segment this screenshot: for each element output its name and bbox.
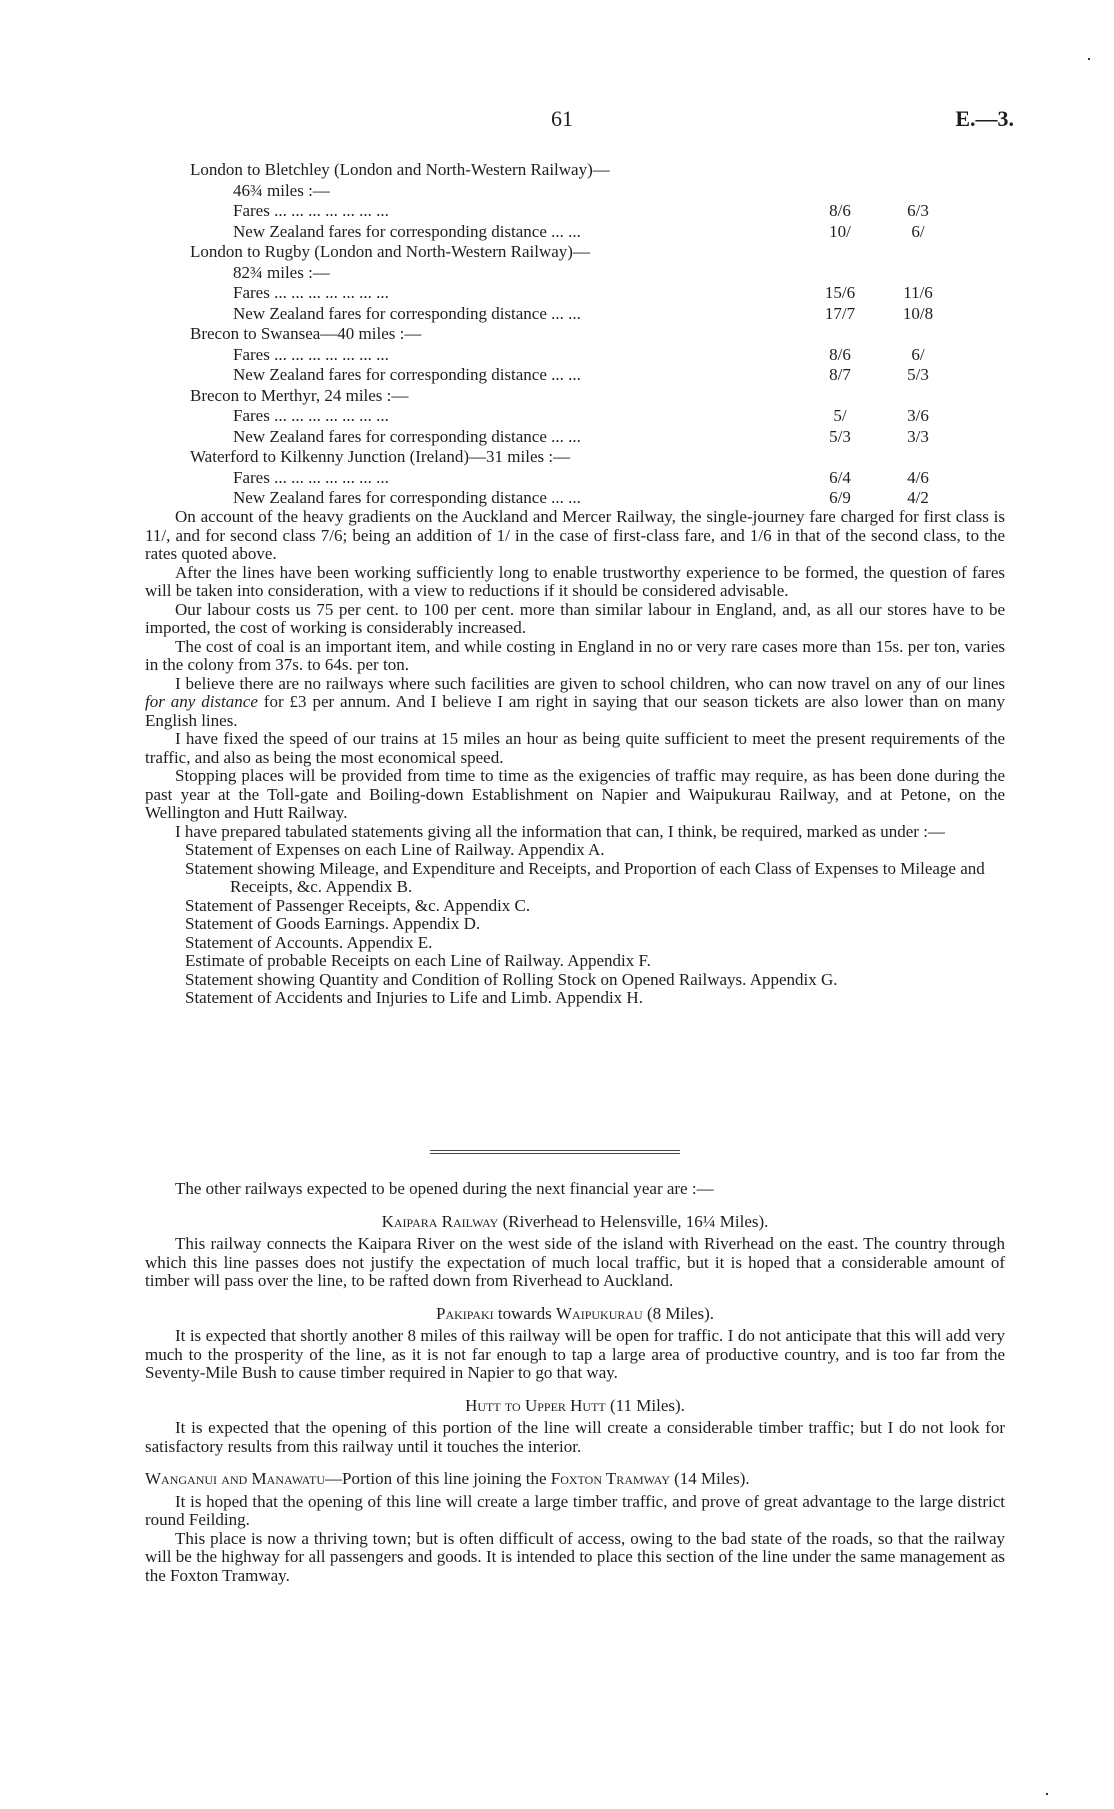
section-heading-kaipara xyxy=(145,1213,1005,1232)
statement-item: Statement of Goods Earnings. Appendix D. xyxy=(185,914,481,933)
fare-label: New Zealand fares for corresponding distance ... ... xyxy=(233,221,581,241)
fares-table xyxy=(190,160,1010,509)
fare-first-class: 17/7 xyxy=(824,303,856,323)
print-speck xyxy=(1088,58,1090,60)
statement-item: Statement of Expenses on each Line of Railway. Appendix A. xyxy=(185,840,605,859)
heading-detail: towards xyxy=(493,1303,556,1323)
fare-first-class: 10/ xyxy=(829,221,851,241)
fare-second-class: 6/3 xyxy=(907,201,929,220)
fare-label: Brecon to Swansea—40 miles :— xyxy=(190,324,422,343)
paragraph: The cost of coal is an important item, and while costing in England in no or very rare cases more than 15s. per ton, varies in the colony from 37s. to 64s. per ton. xyxy=(145,636,1005,674)
fare-first-class: 15/6 xyxy=(824,283,856,302)
paragraph: It is hoped that the opening of this line will create a large timber traffic, and prove of great advantage to the large district round Feilding. xyxy=(145,1491,1005,1529)
heading-detail: (8 Miles). xyxy=(642,1303,715,1323)
fare-row xyxy=(190,304,1010,325)
fare-second-class: 11/6 xyxy=(903,283,933,302)
paragraph: This place is now a thriving town; but is often difficult of access, owing to the bad state of the roads, so that the railway will be the highway for all passengers and goods. It is intended to place this section of the line under the same management as the Foxton Tramway. xyxy=(145,1528,1005,1585)
fare-first-class: 6/9 xyxy=(829,488,851,507)
section-divider xyxy=(430,1150,680,1154)
heading-name: Wanganui and Manawatu xyxy=(145,1469,326,1488)
fare-row xyxy=(190,242,1010,263)
fare-first-class: 8/6 xyxy=(829,201,851,220)
fare-first-class: 6/4 xyxy=(829,467,851,487)
heading-name: Pakipaki xyxy=(435,1303,494,1323)
print-speck xyxy=(1046,1793,1048,1795)
fare-label: New Zealand fares for corresponding distance ... ... xyxy=(233,303,581,323)
paragraph: The other railways expected to be opened during the next financial year are :— xyxy=(175,1179,714,1198)
fare-row xyxy=(190,222,1010,243)
fare-row xyxy=(190,160,1010,181)
fare-second-class: 4/6 xyxy=(907,467,929,487)
paragraph: It is expected that shortly another 8 miles of this railway will be open for traffic. I do not anticipate that this will add very much to the prosperity of the line, as it is not far enough to tap a large area of productive country, and is too far from the Seventy-Mile Bush to cause timber required in Napier to go that way. xyxy=(145,1326,1005,1382)
fare-label: New Zealand fares for corresponding distance ... ... xyxy=(233,426,581,446)
statement-item: Statement of Accidents and Injuries to Life and Limb. Appendix H. xyxy=(185,988,643,1007)
fare-row xyxy=(190,345,1010,366)
text-span: I believe there are no railways where such facilities are given to school children, who can now travel on any of our lines xyxy=(175,673,1005,693)
fare-label: 46¾ miles :— xyxy=(233,180,330,200)
statement-item: Statement of Passenger Receipts, &c. Appendix C. xyxy=(185,895,531,915)
section-heading-hutt xyxy=(145,1397,1005,1416)
fare-label: Fares ... ... ... ... ... ... ... xyxy=(233,406,389,425)
fare-row xyxy=(190,468,1010,489)
fare-label: London to Bletchley (London and North-Western Railway)— xyxy=(190,160,610,179)
paragraph: On account of the heavy gradients on the Auckland and Mercer Railway, the single-journey fare charged for first class is 11/, and for second class 7/6; being an addition of 1/ in the case of first-class fare, and 1/6 in that of the second class, to the rates quoted above. xyxy=(145,507,1005,563)
statement-item: Estimate of probable Receipts on each Line of Railway. Appendix F. xyxy=(185,951,651,970)
paragraph: It is expected that the opening of this portion of the line will create a considerable timber traffic; but I do not look for satisfactory results from this railway until it touches the interior. xyxy=(145,1418,1005,1456)
fare-label: Waterford to Kilkenny Junction (Ireland)—31 miles :— xyxy=(190,447,571,466)
fare-row xyxy=(190,365,1010,386)
fare-row xyxy=(190,283,1010,304)
statement-item: Statement showing Quantity and Condition of Rolling Stock on Opened Railways. Appendix G. xyxy=(185,969,838,989)
fare-second-class: 3/6 xyxy=(907,406,929,425)
paragraph: I have prepared tabulated statements giving all the information that can, I think, be required, marked as under :— xyxy=(175,821,945,841)
fare-first-class: 5/3 xyxy=(829,426,851,446)
emphasis: for any distance xyxy=(145,692,258,711)
paragraph: Stopping places will be provided from time to time as the exigencies of traffic may require, as has been done during the past year at the Toll-gate and Boiling-down Establishment on Napier and Waipukurau Railway, and at Petone, on the Wellington and Hutt Railway. xyxy=(145,766,1005,822)
fare-first-class: 5/ xyxy=(833,406,847,425)
paragraph: I have fixed the speed of our trains at 15 miles an hour as being quite sufficient to meet the present requirements of the traffic, and also as being the most economical speed. xyxy=(145,729,1005,767)
heading-detail: (11 Miles). xyxy=(605,1395,685,1415)
fare-row xyxy=(190,181,1010,202)
fare-row xyxy=(190,427,1010,448)
fare-label: New Zealand fares for corresponding distance ... ... xyxy=(233,488,581,507)
fare-second-class: 6/ xyxy=(911,344,925,364)
fare-second-class: 4/2 xyxy=(907,488,929,507)
fare-label: Brecon to Merthyr, 24 miles :— xyxy=(190,385,409,405)
fare-row xyxy=(190,386,1010,407)
statement-item: Statement showing Mileage, and Expenditure and Receipts, and Proportion of each Class of Expenses to Mileage and Receipts, &c. Appendix B. xyxy=(185,858,985,896)
text-span: for £3 per annum. And I believe I am right in saying that our season tickets are also lower than on many English lines. xyxy=(145,692,1005,730)
heading-detail: (14 Miles). xyxy=(669,1469,750,1488)
fare-second-class: 3/3 xyxy=(907,426,929,446)
fare-row xyxy=(190,406,1010,427)
heading-detail: (Riverhead to Helensville, 16¼ Miles). xyxy=(498,1211,769,1231)
fare-label: Fares ... ... ... ... ... ... ... xyxy=(233,201,389,220)
paragraph: After the lines have been working sufficiently long to enable trustworthy experience to be formed, the question of fares will be taken into consideration, with a view to reductions if it should be considered advisable. xyxy=(145,562,1005,600)
statement-item: Statement of Accounts. Appendix E. xyxy=(185,932,433,952)
heading-name: Kaipara Railway xyxy=(381,1211,499,1231)
fare-label: London to Rugby (London and North-Western Railway)— xyxy=(190,242,590,261)
body-text-a xyxy=(145,508,1005,1008)
fare-row xyxy=(190,263,1010,284)
body-text-b xyxy=(145,1180,1005,1585)
paragraph-children-fares xyxy=(145,675,1005,731)
fare-label: Fares ... ... ... ... ... ... ... xyxy=(233,467,389,487)
fare-label: 82¾ miles :— xyxy=(233,262,330,282)
fare-second-class: 6/ xyxy=(911,221,925,241)
statement-list xyxy=(185,841,1005,1008)
fare-label: New Zealand fares for corresponding distance ... ... xyxy=(233,365,581,384)
paragraph: This railway connects the Kaipara River on the west side of the island with Riverhead on the east. The country through which this line passes does not justify the expectation of much local traffic, but it is hoped that a considerable amount of timber will pass over the line, to be rafted down from Riverhead to Auckland. xyxy=(145,1234,1005,1290)
document-reference: E.—3. xyxy=(955,106,1014,131)
heading-detail: —Portion of this line joining the xyxy=(325,1469,551,1488)
heading-name: Hutt to Upper Hutt xyxy=(465,1395,606,1415)
fare-first-class: 8/7 xyxy=(829,365,851,384)
page-number: 61 xyxy=(551,106,573,131)
fare-first-class: 8/6 xyxy=(829,344,851,364)
fare-label: Fares ... ... ... ... ... ... ... xyxy=(233,344,389,364)
section-heading-pakipaki xyxy=(145,1305,1005,1324)
paragraph: Our labour costs us 75 per cent. to 100 per cent. more than similar labour in England, and, as all our stores have to be imported, the cost of working is considerably increased. xyxy=(145,599,1005,637)
fare-second-class: 10/8 xyxy=(902,303,934,323)
heading-name: Waipukurau xyxy=(556,1303,643,1323)
fare-row xyxy=(190,447,1010,468)
fare-label: Fares ... ... ... ... ... ... ... xyxy=(233,283,389,302)
fare-second-class: 5/3 xyxy=(907,365,929,384)
heading-name: Foxton Tramway xyxy=(550,1469,670,1488)
section-heading-wanganui xyxy=(145,1470,1005,1489)
fare-row xyxy=(190,201,1010,222)
fare-row xyxy=(190,488,1010,509)
fare-row xyxy=(190,324,1010,345)
